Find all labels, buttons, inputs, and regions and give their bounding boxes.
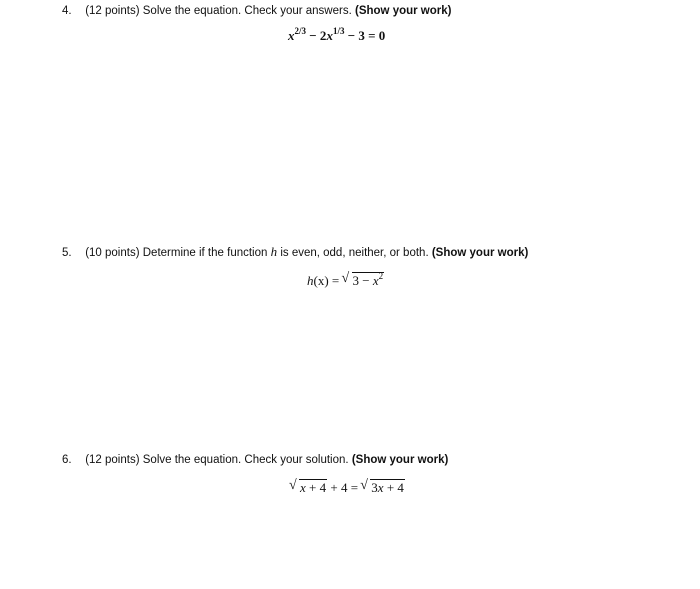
show-work-note: (Show your work) [431, 247, 529, 259]
problem-instruction: Solve the equation. Check your answers. [142, 5, 352, 17]
problem-4 [62, 4, 662, 18]
eq-var: x [372, 273, 379, 288]
radicand-number: 3 [371, 480, 378, 495]
problem-6-equation [290, 480, 405, 496]
function-variable: h [270, 244, 278, 259]
radicand-rest: + 4 [383, 480, 404, 495]
problem-points: (12 points) [85, 454, 140, 466]
problem-5-equation [307, 273, 384, 289]
problem-4-prompt [62, 4, 662, 18]
eq-argument: (x) = [313, 273, 343, 288]
eq-function: h [307, 273, 314, 288]
eq-var: x [300, 480, 306, 495]
problem-6 [62, 453, 662, 467]
problem-4-equation [288, 28, 385, 44]
problem-number: 6. [62, 454, 72, 466]
eq-var: x [377, 480, 384, 495]
radical-sign-icon: √ [360, 478, 368, 493]
eq-exponent: 1/3 [332, 26, 345, 36]
eq-operator: − 2 [306, 28, 327, 43]
problem-5-prompt [62, 245, 662, 260]
eq-exponent: 2 [378, 271, 384, 281]
radicand-number: 3 − [352, 273, 373, 288]
problem-instruction-after: is even, odd, neither, or both. [280, 247, 429, 259]
problem-instruction-before: Determine if the function [142, 247, 268, 259]
radical-sign-icon: √ [341, 271, 350, 286]
problem-points: (10 points) [85, 247, 140, 259]
problem-number: 5. [62, 247, 72, 259]
square-root [343, 273, 385, 289]
eq-var: x [326, 28, 333, 43]
radicand [299, 479, 327, 495]
problem-instruction: Solve the equation. Check your solution. [142, 454, 349, 466]
square-root-left [290, 480, 327, 496]
square-root-right [361, 480, 405, 496]
radicand-rest: + 4 [305, 480, 327, 495]
problem-points: (12 points) [85, 5, 140, 17]
eq-var: x [288, 28, 295, 43]
problem-5 [62, 245, 662, 260]
show-work-note: (Show your work) [351, 454, 449, 466]
eq-exponent: 2/3 [294, 26, 307, 36]
eq-middle: + 4 = [327, 480, 362, 495]
radical-sign-icon: √ [289, 478, 297, 493]
problem-6-prompt [62, 453, 662, 467]
radicand [352, 272, 385, 288]
radicand [370, 479, 405, 495]
problem-number: 4. [62, 5, 72, 17]
show-work-note: (Show your work) [355, 5, 452, 17]
eq-rest: − 3 = 0 [344, 28, 386, 43]
